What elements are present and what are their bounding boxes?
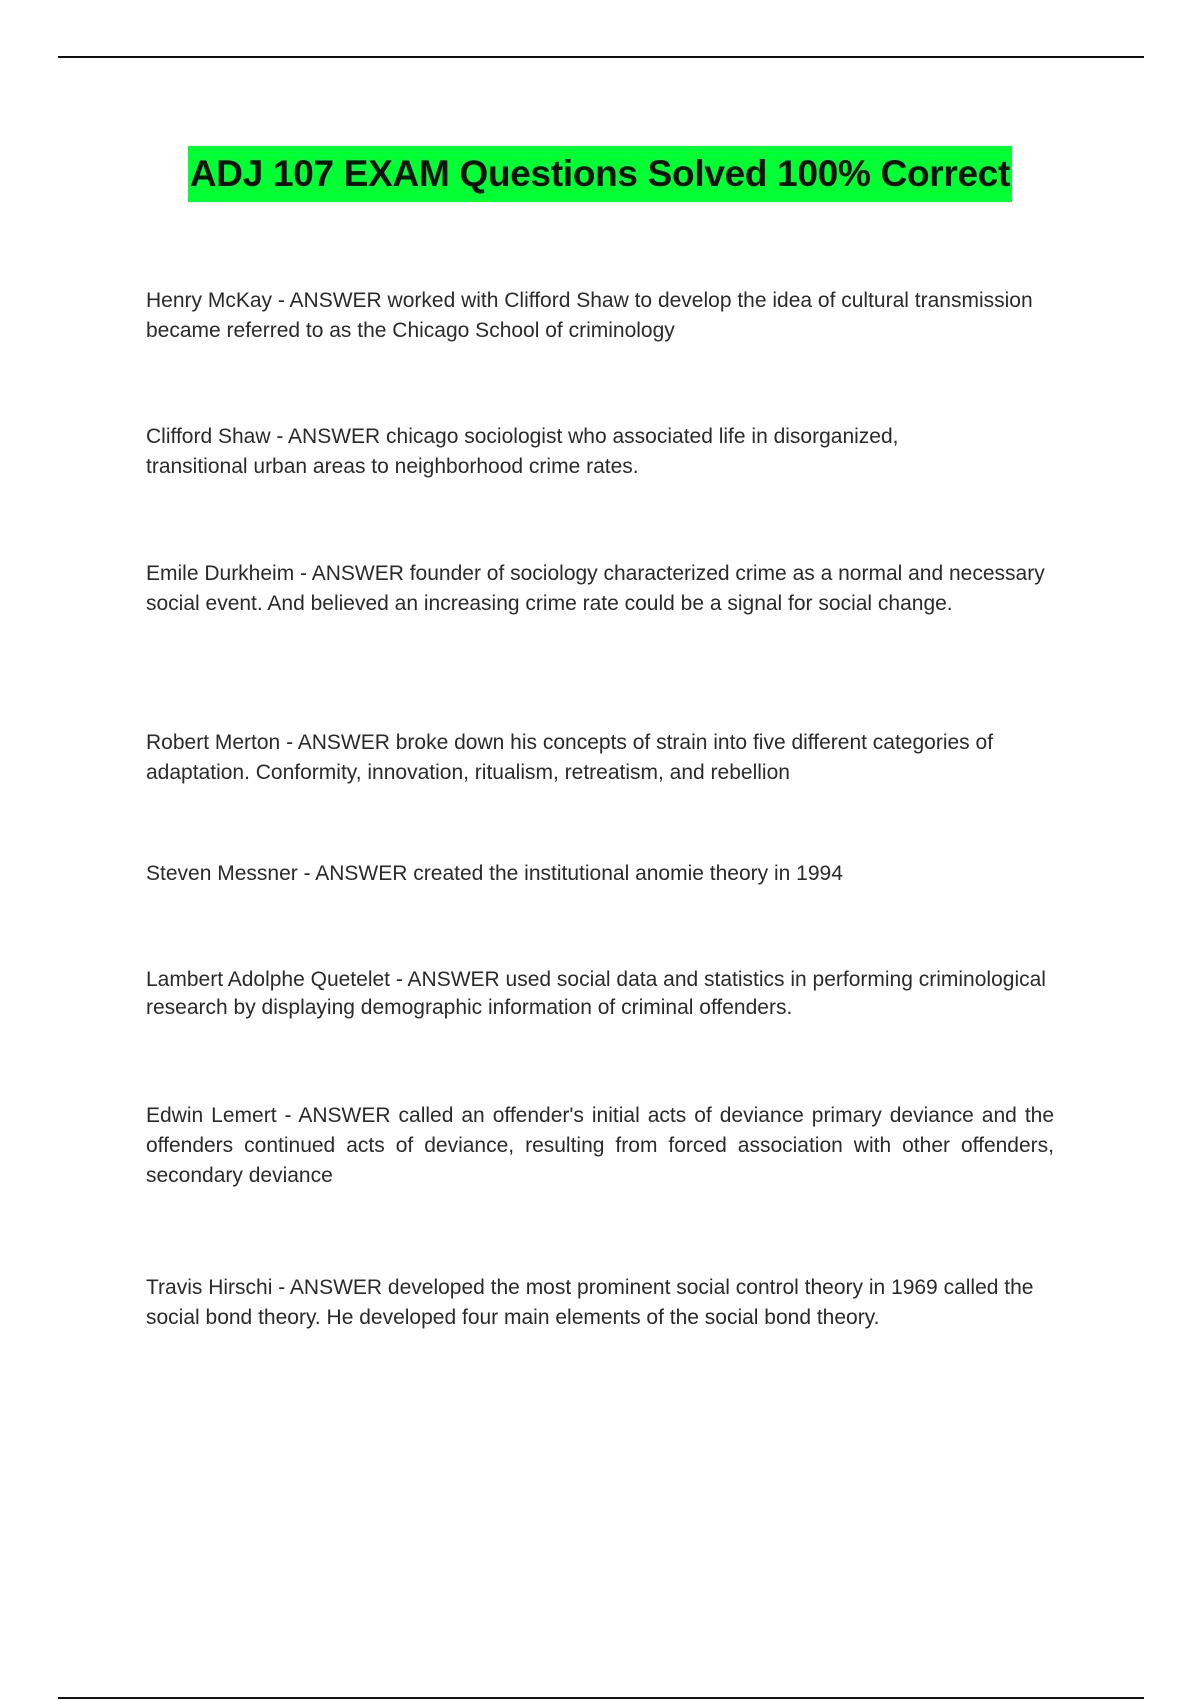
entry-answer: founder of sociology characterized crime as a normal and necessary social event. And believed an increasing crime rate could be a signal for social change. xyxy=(146,562,1045,615)
entry-answer: broke down his concepts of strain into five different categories of adaptation. Conformity, innovation, ritualism, retreatism, and rebellion xyxy=(146,731,994,784)
entry-separator: - ANSWER xyxy=(270,425,387,448)
entry-separator: - ANSWER xyxy=(390,968,506,991)
qa-entry-steven-messner xyxy=(146,859,1054,889)
qa-entry-edwin-lemert xyxy=(146,1101,1054,1191)
entry-separator: - ANSWER xyxy=(297,862,414,885)
bottom-rule xyxy=(58,1697,1144,1699)
entry-term: Steven Messner xyxy=(146,862,298,885)
entry-term: Robert Merton xyxy=(146,731,281,754)
entry-separator: - ANSWER xyxy=(294,562,410,585)
entry-separator: - ANSWER xyxy=(272,1276,388,1299)
qa-entry-henry-mckay xyxy=(146,286,1054,346)
qa-entry-robert-merton xyxy=(146,728,1054,788)
top-rule xyxy=(58,56,1144,58)
entry-separator: - ANSWER xyxy=(272,289,388,312)
entry-term: Henry McKay xyxy=(146,289,273,312)
entry-separator: - ANSWER xyxy=(276,1104,399,1127)
entry-answer: worked with Clifford Shaw to develop the idea of cultural transmission became referred to as the Chicago School of criminology xyxy=(146,289,1033,342)
entry-term: Lambert Adolphe Quetelet xyxy=(146,968,391,991)
entry-term: Edwin Lemert xyxy=(146,1104,277,1127)
entry-answer: developed the most prominent social control theory in 1969 called the social bond theory. He developed four main elements of the social bond theory. xyxy=(146,1276,1034,1329)
qa-entry-lambert-quetelet xyxy=(146,966,1054,1022)
qa-entry-emile-durkheim xyxy=(146,559,1054,619)
entry-term: Travis Hirschi xyxy=(146,1276,273,1299)
entry-term: Clifford Shaw xyxy=(146,425,271,448)
page-title: ADJ 107 EXAM Questions Solved 100% Correct xyxy=(188,146,1012,202)
entry-separator: - ANSWER xyxy=(280,731,396,754)
entry-answer: called an offender's initial acts of deviance primary deviance and the offenders continued acts of deviance, resulting from forced association with other offenders, secondary deviance xyxy=(146,1104,1055,1187)
title-container xyxy=(0,146,1200,202)
qa-entry-clifford-shaw xyxy=(146,422,926,482)
entry-term: Emile Durkheim xyxy=(146,562,295,585)
qa-entry-travis-hirschi xyxy=(146,1273,1046,1333)
entry-answer: used social data and statistics in performing criminological research by displaying demographic information of criminal offenders. xyxy=(146,968,1046,1019)
entry-answer: created the institutional anomie theory in 1994 xyxy=(413,862,843,885)
entry-answer: chicago sociologist who associated life in disorganized, transitional urban areas to neighborhood crime rates. xyxy=(146,425,899,478)
